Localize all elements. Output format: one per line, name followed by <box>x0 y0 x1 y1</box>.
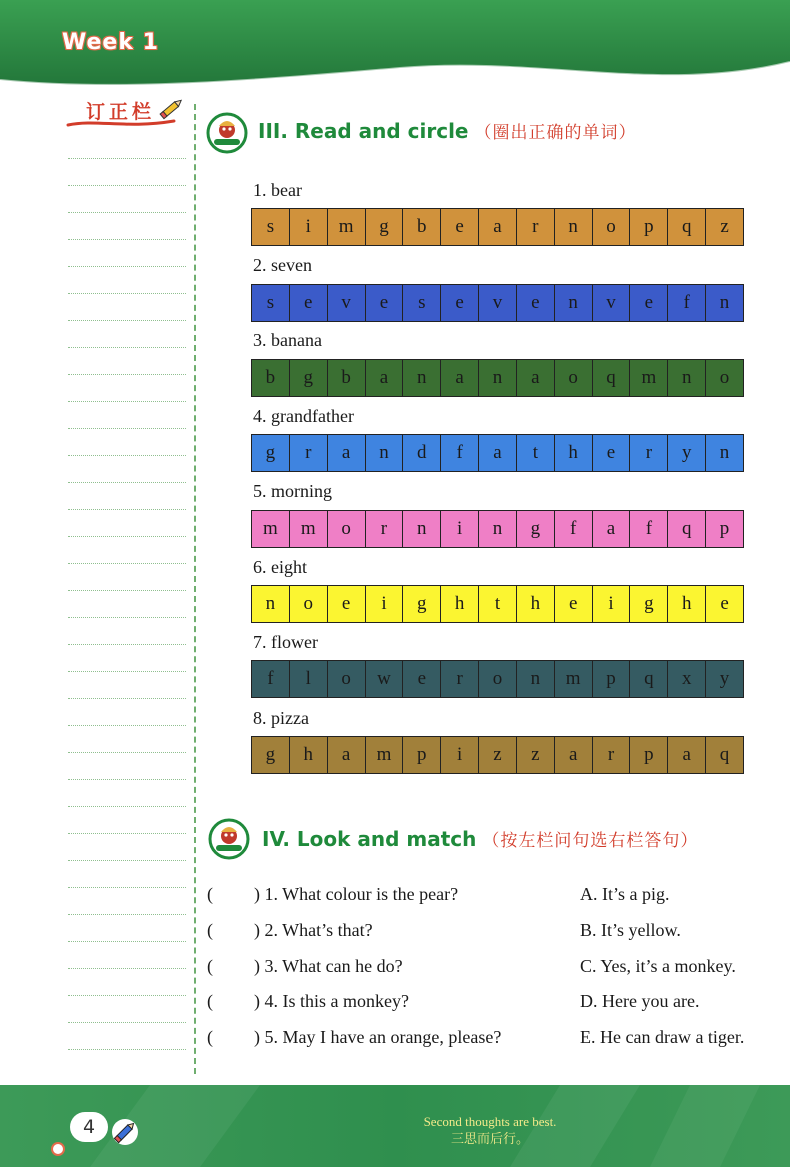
letter-cell[interactable]: i <box>593 586 631 622</box>
correction-line <box>68 212 186 213</box>
correction-line <box>68 860 186 861</box>
letter-cell[interactable]: n <box>403 360 441 396</box>
correction-line <box>68 320 186 321</box>
letter-cell[interactable]: m <box>252 511 290 547</box>
letter-grid-grandfather <box>251 434 744 472</box>
letter-cell[interactable]: w <box>366 661 404 697</box>
letter-grid-seven <box>251 284 744 322</box>
letter-cell[interactable]: b <box>403 209 441 245</box>
section-4-subtitle: （按左栏问句选右栏答句） <box>482 831 699 851</box>
letter-cell[interactable]: i <box>441 737 479 773</box>
letter-cell[interactable]: n <box>403 511 441 547</box>
letter-cell[interactable]: b <box>252 360 290 396</box>
answer-blank[interactable]: ( <box>207 884 213 904</box>
letter-cell[interactable]: o <box>328 661 366 697</box>
answer-blank[interactable]: ( <box>207 1027 213 1047</box>
letter-cell[interactable]: q <box>630 661 668 697</box>
question-text: ) 5. May I have an orange, please? <box>254 1027 502 1047</box>
letter-cell[interactable]: f <box>630 511 668 547</box>
letter-cell[interactable]: h <box>441 586 479 622</box>
page-number: 4 <box>70 1112 108 1142</box>
header-band <box>0 0 790 110</box>
correction-line <box>68 239 186 240</box>
letter-cell[interactable]: f <box>252 661 290 697</box>
letter-cell[interactable]: e <box>290 285 328 321</box>
letter-cell[interactable]: r <box>593 737 631 773</box>
title-swoosh <box>66 117 176 131</box>
pen-badge-icon <box>110 1117 140 1147</box>
section-4-title: IV. Look and match <box>262 827 477 851</box>
letter-cell[interactable]: m <box>555 661 593 697</box>
correction-line <box>68 158 186 159</box>
letter-cell[interactable]: p <box>630 209 668 245</box>
letter-cell[interactable]: a <box>668 737 706 773</box>
letter-cell[interactable]: e <box>555 586 593 622</box>
answer-option: C. Yes, it’s a monkey. <box>580 956 736 976</box>
correction-line <box>68 482 186 483</box>
letter-cell[interactable]: r <box>290 435 328 471</box>
question-text: ) 4. Is this a monkey? <box>254 991 409 1011</box>
letter-cell[interactable]: q <box>719 744 730 765</box>
letter-cell[interactable]: f <box>555 511 593 547</box>
letter-cell[interactable]: a <box>479 435 517 471</box>
letter-cell[interactable]: t <box>479 586 517 622</box>
letter-cell[interactable]: a <box>366 360 404 396</box>
correction-line <box>68 563 186 564</box>
letter-cell[interactable]: h <box>555 435 593 471</box>
mascot-icon <box>206 112 248 154</box>
correction-line <box>68 698 186 699</box>
word-label: 6. eight <box>253 557 307 577</box>
letter-cell[interactable]: q <box>668 511 706 547</box>
letter-cell[interactable]: n <box>252 586 290 622</box>
word-label: 3. banana <box>253 330 322 350</box>
letter-grid-banana <box>251 359 744 397</box>
letter-cell[interactable]: a <box>517 360 555 396</box>
letter-cell[interactable]: z <box>720 216 729 237</box>
letter-cell[interactable]: t <box>517 435 555 471</box>
letter-cell[interactable]: s <box>403 285 441 321</box>
section-4-heading <box>262 826 698 851</box>
letter-cell[interactable]: n <box>366 435 404 471</box>
letter-cell[interactable]: o <box>328 511 366 547</box>
letter-cell[interactable]: e <box>403 661 441 697</box>
question-text: ) 1. What colour is the pear? <box>254 884 459 904</box>
letter-cell[interactable]: g <box>403 586 441 622</box>
letter-cell[interactable]: o <box>593 209 631 245</box>
letter-cell[interactable]: a <box>328 737 366 773</box>
correction-line <box>68 671 186 672</box>
letter-cell[interactable]: g <box>252 737 290 773</box>
letter-cell[interactable]: o <box>719 367 730 388</box>
correction-line <box>68 266 186 267</box>
letter-cell[interactable]: g <box>252 435 290 471</box>
correction-column-title: 订正栏 <box>86 101 156 123</box>
letter-cell[interactable]: m <box>328 209 366 245</box>
correction-line <box>68 401 186 402</box>
letter-cell[interactable]: g <box>366 209 404 245</box>
letter-cell[interactable]: a <box>593 511 631 547</box>
letter-cell[interactable]: d <box>403 435 441 471</box>
letter-cell[interactable]: g <box>290 360 328 396</box>
correction-line <box>68 536 186 537</box>
letter-cell[interactable]: s <box>252 285 290 321</box>
correction-line <box>68 779 186 780</box>
correction-line <box>68 968 186 969</box>
letter-cell[interactable]: r <box>630 435 668 471</box>
letter-cell[interactable]: i <box>290 209 328 245</box>
correction-line <box>68 644 186 645</box>
letter-cell[interactable]: v <box>328 285 366 321</box>
correction-line <box>68 455 186 456</box>
letter-grid-pizza <box>251 736 744 774</box>
section-3-subtitle: （圈出正确的单词） <box>474 123 637 143</box>
letter-cell[interactable]: e <box>328 586 366 622</box>
letter-cell[interactable]: e <box>630 285 668 321</box>
letter-cell[interactable]: q <box>668 209 706 245</box>
letter-cell[interactable]: g <box>630 586 668 622</box>
letter-cell[interactable]: y <box>668 435 706 471</box>
answer-blank[interactable]: ( <box>207 956 213 976</box>
week-label: Week 1 <box>62 30 159 55</box>
letter-cell[interactable]: m <box>366 737 404 773</box>
letter-cell[interactable]: p <box>630 737 668 773</box>
letter-cell[interactable]: o <box>290 586 328 622</box>
letter-cell[interactable]: z <box>517 737 555 773</box>
letter-cell[interactable]: a <box>441 360 479 396</box>
correction-line <box>68 347 186 348</box>
letter-cell[interactable]: m <box>290 511 328 547</box>
correction-line <box>68 428 186 429</box>
letter-cell[interactable]: n <box>555 285 593 321</box>
letter-cell[interactable]: o <box>555 360 593 396</box>
letter-cell[interactable]: n <box>668 360 706 396</box>
letter-cell[interactable]: v <box>479 285 517 321</box>
correction-line <box>68 887 186 888</box>
letter-cell[interactable]: b <box>328 360 366 396</box>
letter-cell[interactable]: p <box>719 518 730 539</box>
letter-grid-flower <box>251 660 744 698</box>
correction-line <box>68 1022 186 1023</box>
letter-cell[interactable]: p <box>403 737 441 773</box>
correction-line <box>68 185 186 186</box>
letter-cell[interactable]: h <box>668 586 706 622</box>
letter-cell[interactable]: f <box>668 285 706 321</box>
section-3-title: III. Read and circle <box>258 119 469 143</box>
correction-line <box>68 725 186 726</box>
answer-option: B. It’s yellow. <box>580 920 681 940</box>
answer-blank[interactable]: ( <box>207 920 213 940</box>
word-label: 1. bear <box>253 180 302 200</box>
letter-grid-bear <box>251 208 744 246</box>
letter-grid-eight <box>251 585 744 623</box>
letter-cell[interactable]: n <box>719 292 730 313</box>
column-divider <box>194 104 196 1074</box>
letter-cell[interactable]: e <box>441 285 479 321</box>
letter-cell[interactable]: f <box>441 435 479 471</box>
word-label: 4. grandfather <box>253 406 354 426</box>
letter-cell[interactable]: e <box>720 593 729 614</box>
letter-cell[interactable]: y <box>719 668 730 689</box>
question-text: ) 2. What’s that? <box>254 920 373 940</box>
letter-cell[interactable]: a <box>555 737 593 773</box>
letter-cell[interactable]: n <box>479 360 517 396</box>
letter-cell[interactable]: q <box>593 360 631 396</box>
correction-line <box>68 617 186 618</box>
letter-cell[interactable]: x <box>668 661 706 697</box>
letter-cell[interactable]: m <box>630 360 668 396</box>
correction-line <box>68 806 186 807</box>
page-header <box>0 0 790 110</box>
correction-line <box>68 995 186 996</box>
correction-line <box>68 1049 186 1050</box>
letter-cell[interactable]: p <box>593 661 631 697</box>
letter-cell[interactable]: n <box>555 209 593 245</box>
letter-cell[interactable]: a <box>479 209 517 245</box>
letter-cell[interactable]: z <box>479 737 517 773</box>
answer-option: D. Here you are. <box>580 991 700 1011</box>
letter-cell[interactable]: l <box>290 661 328 697</box>
answer-option: A. It’s a pig. <box>580 884 670 904</box>
correction-line <box>68 833 186 834</box>
letter-cell[interactable]: g <box>517 511 555 547</box>
word-label: 5. morning <box>253 481 332 501</box>
footer-motto <box>380 1113 600 1147</box>
correction-line <box>68 509 186 510</box>
correction-line <box>68 914 186 915</box>
letter-cell[interactable]: h <box>517 586 555 622</box>
letter-cell[interactable]: i <box>441 511 479 547</box>
letter-cell[interactable]: n <box>517 661 555 697</box>
correction-line <box>68 293 186 294</box>
letter-cell[interactable]: o <box>479 661 517 697</box>
letter-cell[interactable]: r <box>517 209 555 245</box>
letter-grid-morning <box>251 510 744 548</box>
section-3-heading <box>258 118 637 143</box>
letter-cell[interactable]: e <box>593 435 631 471</box>
word-label: 7. flower <box>253 632 318 652</box>
correction-line <box>68 752 186 753</box>
letter-cell[interactable]: e <box>517 285 555 321</box>
word-label: 2. seven <box>253 255 312 275</box>
correction-line <box>68 374 186 375</box>
letter-cell[interactable]: v <box>593 285 631 321</box>
letter-cell[interactable]: n <box>719 442 730 463</box>
motto-chinese: 三思而后行。 <box>450 1131 529 1146</box>
word-label: 8. pizza <box>253 708 309 728</box>
question-text: ) 3. What can he do? <box>254 956 403 976</box>
correction-line <box>68 941 186 942</box>
letter-cell[interactable]: r <box>366 511 404 547</box>
motto-english: Second thoughts are best. <box>423 1114 557 1129</box>
letter-cell[interactable]: h <box>290 737 328 773</box>
letter-cell[interactable]: i <box>366 586 404 622</box>
letter-cell[interactable]: e <box>441 209 479 245</box>
letter-cell[interactable]: s <box>252 209 290 245</box>
correction-line <box>68 590 186 591</box>
letter-cell[interactable]: r <box>441 661 479 697</box>
letter-cell[interactable]: a <box>328 435 366 471</box>
answer-option: E. He can draw a tiger. <box>580 1027 745 1047</box>
mascot-icon <box>208 818 250 860</box>
answer-blank[interactable]: ( <box>207 991 213 1011</box>
letter-cell[interactable]: n <box>479 511 517 547</box>
letter-cell[interactable]: e <box>366 285 404 321</box>
